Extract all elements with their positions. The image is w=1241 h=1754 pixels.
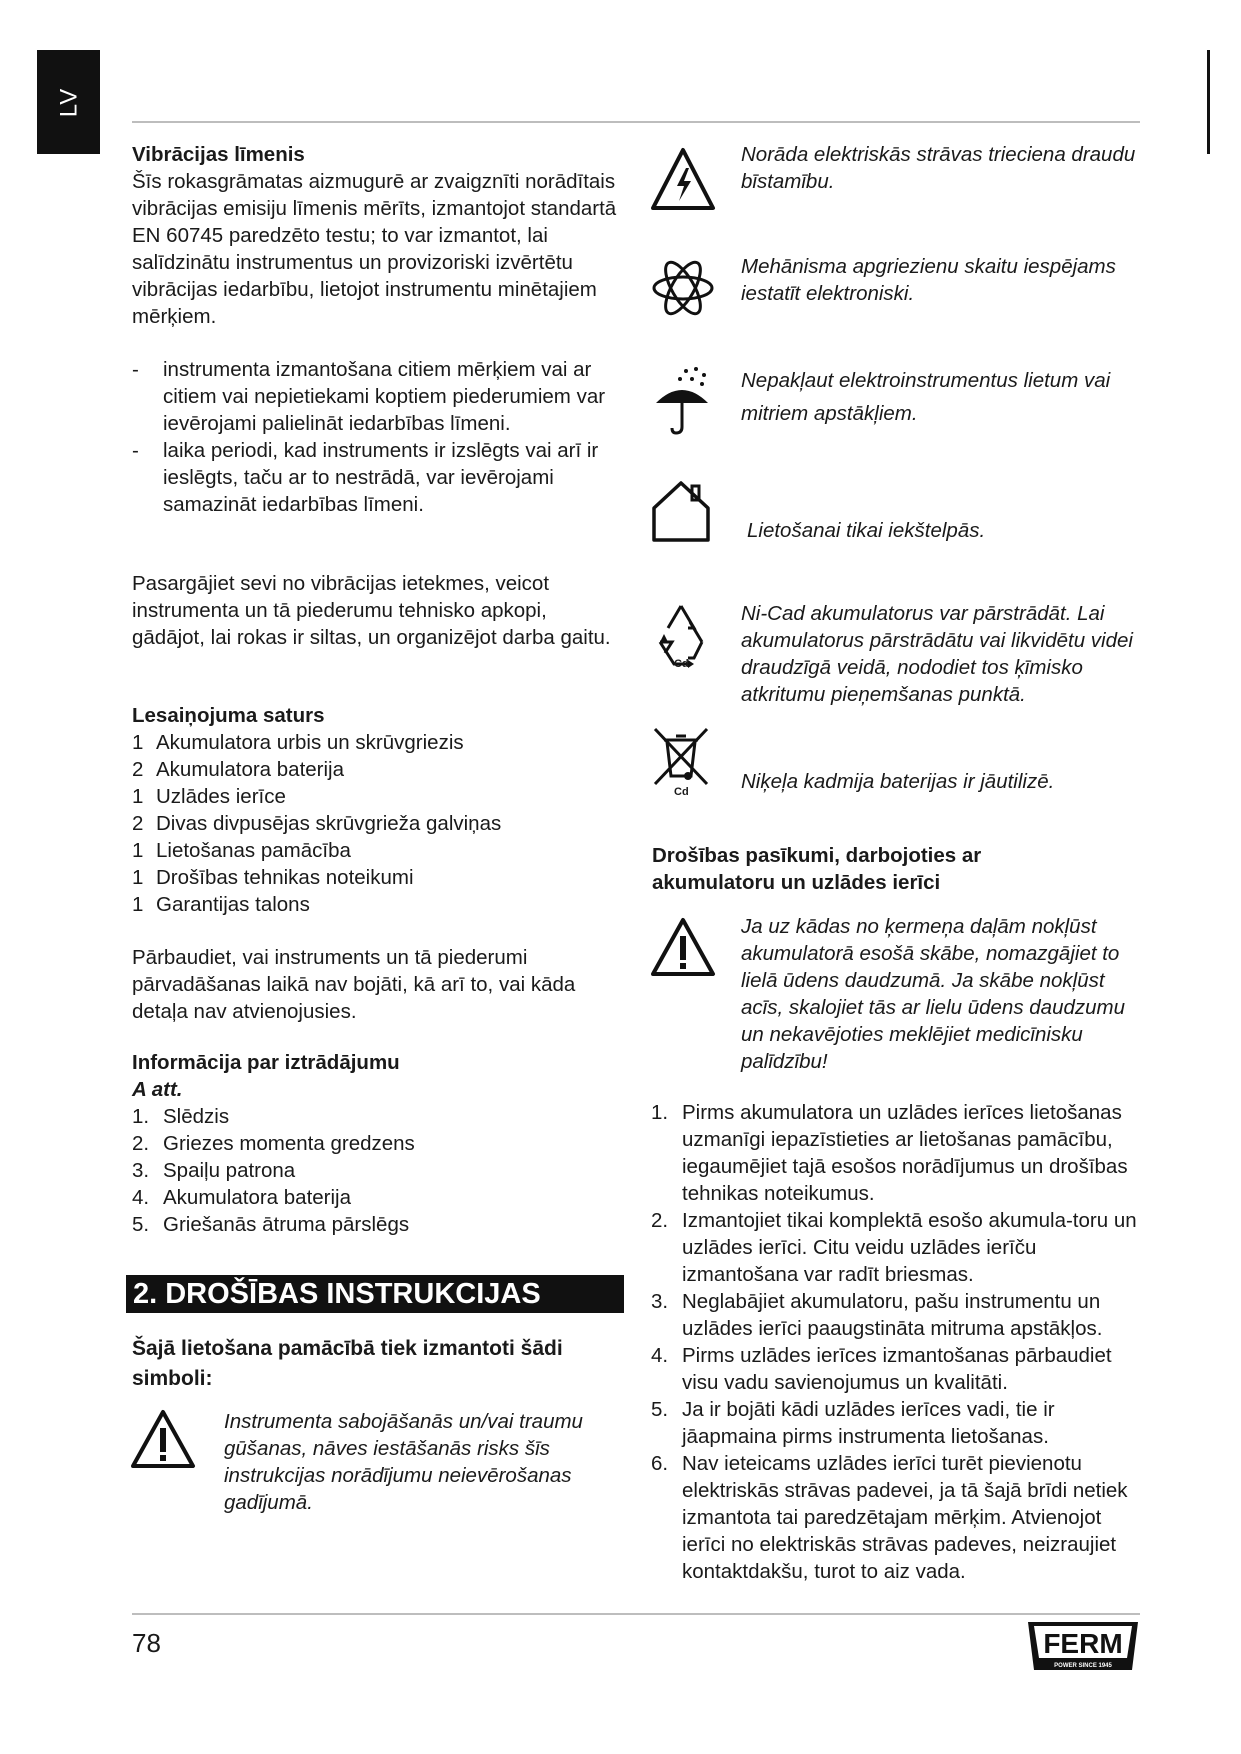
list-item: 1. Slēdzis (132, 1105, 230, 1128)
vibration-title: Vibrācijas līmenis (132, 143, 305, 166)
ferm-logo (1024, 1620, 1142, 1672)
symbol-text: Niķeļa kadmija baterijas ir jāutilizē. (741, 770, 1055, 793)
list-item: 4. Pirms uzlādes ierīces izmantošanas pārbaudiet visu vadu savienojumus un kvalitāti. (651, 1344, 1112, 1394)
battery-safety-list (651, 1099, 1147, 1585)
vibration-bullet: - laika periodi, kad instruments ir izslēgts vai arī ir ieslēgts, taču ar to nestrādā, var ievērojami samazināt iedarbības līmeni. (132, 437, 622, 518)
umbrella-rain-icon (652, 365, 712, 437)
symbol-text: Norāda elektriskās strāvas trieciena draudu bīstamību. (741, 143, 1136, 193)
list-item: 5. Griešanās ātruma pārslēgs (132, 1213, 410, 1236)
contents-title: Lesaiņojuma saturs (132, 704, 325, 727)
list-item: 3. Neglabājiet akumulatoru, pašu instrumentu un uzlādes ierīci paaugstināta mitruma apstākļos. (651, 1290, 1103, 1340)
battery-warning-text: Ja uz kādas no ķermeņa daļām nokļūst akumulatorā esošā skābe, nomazgājiet to lielā ūdens daudzumā. Ja skābe nokļūst acīs, skalojiet tās ar lielu ūdens daudzumu un nekavējoties meklējiet medicīnisku palīdzību! (741, 915, 1126, 1073)
page-edge-marker (1207, 50, 1210, 154)
warning-text: Instrumenta sabojāšanās un/vai traumu gūšanas, nāves iestāšanās risks šīs instrukcijas norādījumu neievērošanas gadījumā. (224, 1410, 583, 1514)
contents-list (132, 729, 622, 918)
list-item: 1 Lietošanas pamācība (132, 839, 351, 862)
list-item: 4. Akumulatora baterija (132, 1186, 352, 1209)
symbol-text: Mehānisma apgriezienu skaitu iespējams iestatīt elektroniski. (741, 255, 1116, 305)
top-rule (132, 121, 1140, 123)
list-item: 1 Drošības tehnikas noteikumi (132, 866, 414, 889)
bottom-rule (132, 1613, 1140, 1615)
vibration-bullet: - instrumenta izmantošana citiem mērķiem vai ar citiem vai nepietiekami koptiem piederumiem var ievērojami palielināt iedarbības līmeni. (132, 356, 622, 437)
symbol-text: Ni-Cad akumulatorus var pārstrādāt. Lai akumulatorus pārstrādātu vai likvidētu videi draudzīgā veidā, nododiet tos ķīmisko atkritumu pieņemšanas punktā. (741, 602, 1133, 706)
vibration-section (132, 141, 622, 330)
figure-label: A att. (132, 1078, 183, 1101)
list-item: 2 Divas divpusējas skrūvgrieža galviņas (132, 812, 502, 835)
list-item: 1 Uzlādes ierīce (132, 785, 286, 808)
vibration-bullets (132, 356, 622, 518)
page-number: 78 (132, 1628, 161, 1658)
symbol-text: Lietošanai tikai iekštelpās. (747, 519, 986, 542)
list-item: 2 Akumulatora baterija (132, 758, 345, 781)
contents-check: Pārbaudiet, vai instruments un tā piederumi pārvadāšanas laikā nav bojāti, kā arī to, vai kāda detaļa nav atvienojusies. (132, 946, 576, 1023)
logo-tagline: POWER SINCE 1945 (1054, 1663, 1112, 1669)
cd-label: Cd (674, 658, 689, 670)
logo-text: FERM (1043, 1628, 1123, 1659)
battery-safety-title: Drošības pasīkumi, darbojoties ar akumulatoru un uzlādes ierīci (652, 844, 982, 894)
symbol-text: Nepakļaut elektroinstrumentus lietum vai mitriem apstākļiem. (741, 369, 1111, 425)
language-code: LV (54, 87, 82, 117)
list-item: 2. Izmantojiet tikai komplektā esošo akumula-toru un uzlādes ierīci. Citu veidu uzlādes ierīču izmantošana var radīt briesmas. (651, 1209, 1137, 1286)
cd-label: Cd (674, 786, 689, 798)
symbols-intro: Šajā lietošana pamācībā tiek izmantoti šādi simboli: (132, 1337, 563, 1390)
house-icon (648, 478, 714, 544)
section-heading: 2. DROŠĪBAS INSTRUKCIJAS (126, 1275, 624, 1313)
language-tab (37, 50, 100, 154)
list-item: 1 Garantijas talons (132, 893, 310, 916)
warning-triangle-icon (130, 1408, 196, 1470)
product-section (132, 1049, 622, 1238)
list-item: 5. Ja ir bojāti kādi uzlādes ierīces vadi, tie ir jāapmaina pirms instrumenta lietošanas. (651, 1398, 1055, 1448)
vibration-body: Šīs rokasgrāmatas aizmugurē ar zvaigznīti norādītais vibrācijas emisiju līmenis mērīts, izmantojot standartā EN 60745 paredzēto testu; to var izmantot, lai salīdzinātu instrumentus un provizoriski izvērtētu vibrācijas iedarbību, lietojot instrumentu minētajiem mērķiem. (132, 170, 617, 328)
list-item: 2. Griezes momenta gredzens (132, 1132, 415, 1155)
list-item: 1 Akumulatora urbis un skrūvgriezis (132, 731, 464, 754)
crossed-bin-icon (652, 726, 710, 792)
electric-shock-icon (650, 146, 716, 212)
product-title: Informācija par iztrādājumu (132, 1051, 400, 1074)
product-parts-list (132, 1103, 622, 1238)
atom-speed-icon (650, 256, 716, 320)
list-item: 6. Nav ieteicams uzlādes ierīci turēt pievienotu elektriskās strāvas padevei, ja tā šajā brīdi netiek izmantota tai paredzētajam mērķim. Atvienojot ierīci no elektriskās strāvas padeves, neizraujiet kontaktdakšu, turot to aiz vada. (651, 1452, 1128, 1583)
list-item: 3. Spaiļu patrona (132, 1159, 296, 1182)
list-item: 1. Pirms akumulatora un uzlādes ierīces lietošanas uzmanīgi iepazīstieties ar lietošanas pamācību, iegaumējiet tajā esošos norādījumus un drošības tehnikas noteikumus. (651, 1101, 1128, 1205)
contents-section (132, 702, 622, 918)
vibration-protect: Pasargājiet sevi no vibrācijas ietekmes, veicot instrumenta un tā piederumu tehnisko apkopi, gādājot, lai rokas ir siltas, un organizējot darba gaitu. (132, 572, 611, 649)
warning-triangle-icon (650, 916, 716, 978)
